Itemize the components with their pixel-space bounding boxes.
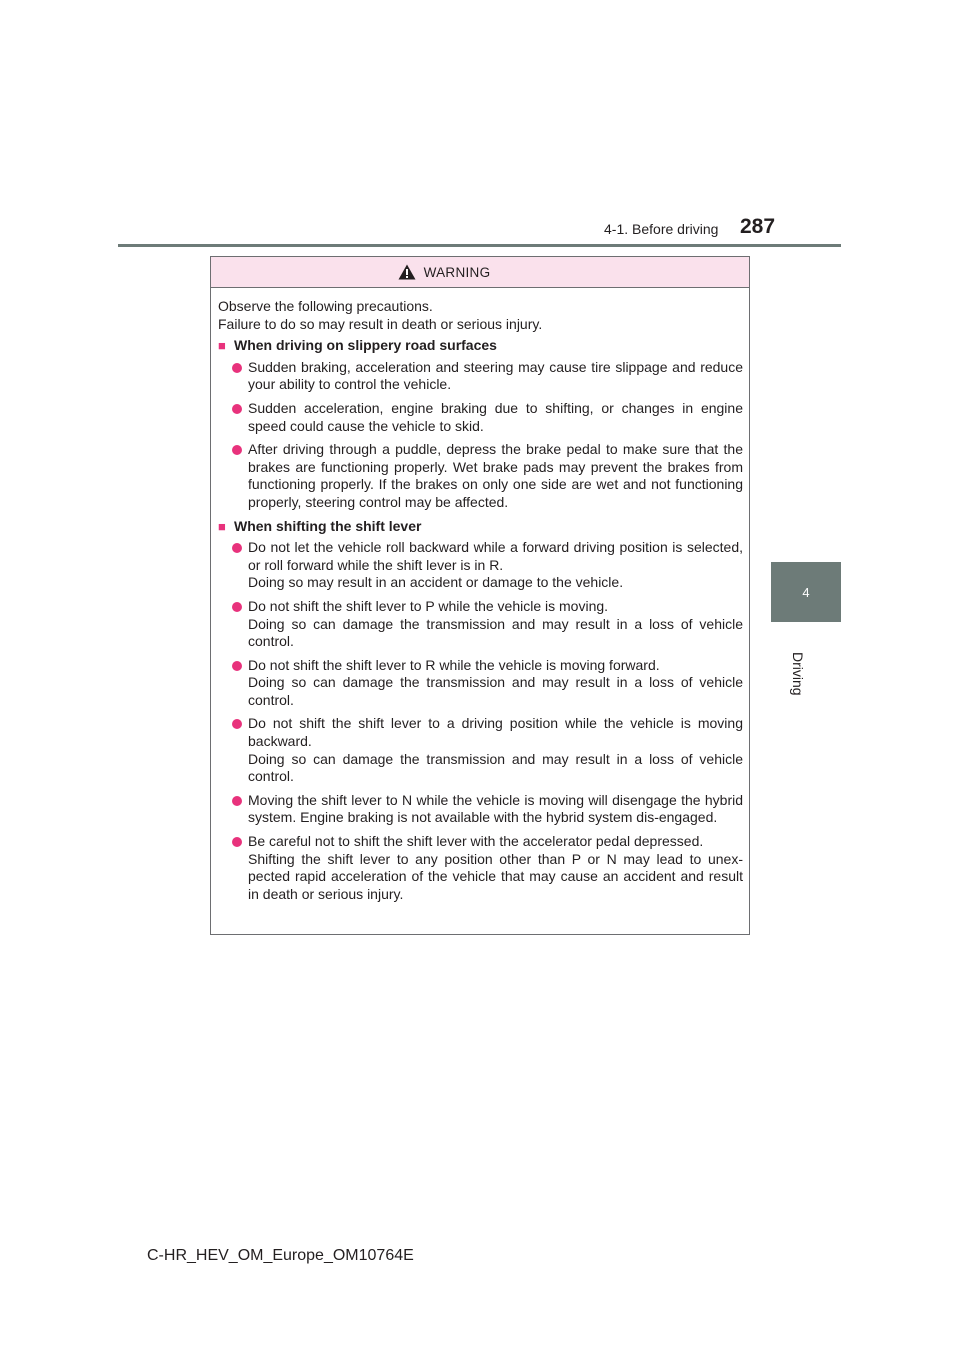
bullet-list [218, 359, 743, 512]
warning-box [210, 256, 750, 935]
round-bullet-icon [232, 719, 242, 729]
warning-sections [218, 337, 743, 903]
chapter-tab [771, 562, 841, 622]
list-item-text: Do not shift the shift lever to P while the vehicle is moving. Doing so can damage the transmission and may result in a loss of vehicle control. [248, 597, 743, 650]
bullet-list [218, 539, 743, 903]
document-code: C-HR_HEV_OM_Europe_OM10764E [147, 1247, 414, 1264]
section-title: 4-1. Before driving [604, 221, 719, 237]
round-bullet-icon [232, 837, 242, 847]
list-item-text: Do not shift the shift lever to a driving position while the vehicle is moving backward. Doing so can damage the transmission and may result in a loss of vehicle control. [248, 715, 743, 785]
round-bullet-icon [232, 602, 242, 612]
list-item [218, 833, 743, 903]
header-divider [118, 244, 841, 247]
list-item [218, 792, 743, 827]
intro-line: Failure to do so may result in death or serious injury. [218, 315, 543, 332]
warning-header [211, 257, 749, 288]
section-heading-text: When shifting the shift lever [234, 517, 422, 534]
chapter-number: 4 [802, 584, 810, 600]
list-item-text: Sudden braking, acceleration and steering may cause tire slippage and reduce your ability to control the vehicle. [248, 358, 743, 393]
list-item-text: After driving through a puddle, depress the brake pedal to make sure that the brakes are functioning properly. Wet brake pads may prevent the brakes from functioning properly. If the brakes on only one side are wet and not functioning properly, steering control may be affected. [248, 441, 743, 510]
list-item [218, 598, 743, 651]
list-item [218, 359, 743, 394]
section-heading [218, 518, 743, 536]
square-bullet-icon: ■ [218, 338, 226, 354]
page-number: 287 [740, 215, 776, 238]
chapter-title: Driving [790, 652, 806, 696]
list-item [218, 539, 743, 592]
warning-title: WARNING [423, 264, 491, 280]
square-bullet-icon: ■ [218, 518, 226, 534]
round-bullet-icon [232, 363, 242, 373]
warning-triangle-icon [398, 264, 416, 280]
list-item-text: Do not shift the shift lever to R while the vehicle is moving forward. Doing so can damage the transmission and may result in a loss of vehicle control. [248, 656, 743, 708]
section-heading [218, 337, 743, 355]
round-bullet-icon [232, 404, 242, 414]
round-bullet-icon [232, 543, 242, 553]
list-item [218, 400, 743, 435]
list-item [218, 657, 743, 710]
round-bullet-icon [232, 445, 242, 455]
list-item-text: Be careful not to shift the shift lever with the accelerator pedal depressed. Shifting the shift lever to any position other than P or N may lead to unex-pected rapid acceleration of the vehicle that may cause an accident and result in death or serious injury. [248, 833, 743, 902]
section-heading-text: When driving on slippery road surfaces [234, 337, 497, 354]
list-item [218, 715, 743, 785]
warning-intro [218, 298, 743, 333]
round-bullet-icon [232, 661, 242, 671]
warning-body [211, 288, 749, 903]
list-item-text: Moving the shift lever to N while the vehicle is moving will disengage the hybrid system. Engine braking is not available with the hybrid system dis-engaged. [248, 791, 743, 826]
round-bullet-icon [232, 796, 242, 806]
intro-line: Observe the following precautions. [218, 298, 433, 314]
list-item-text: Sudden acceleration, engine braking due to shifting, or changes in engine speed could cause the vehicle to skid. [248, 399, 743, 434]
list-item-text: Do not let the vehicle roll backward while a forward driving position is selected, or roll forward while the shift lever is in R. Doing so may result in an accident or damage to the vehicle. [248, 539, 743, 591]
list-item [218, 441, 743, 511]
